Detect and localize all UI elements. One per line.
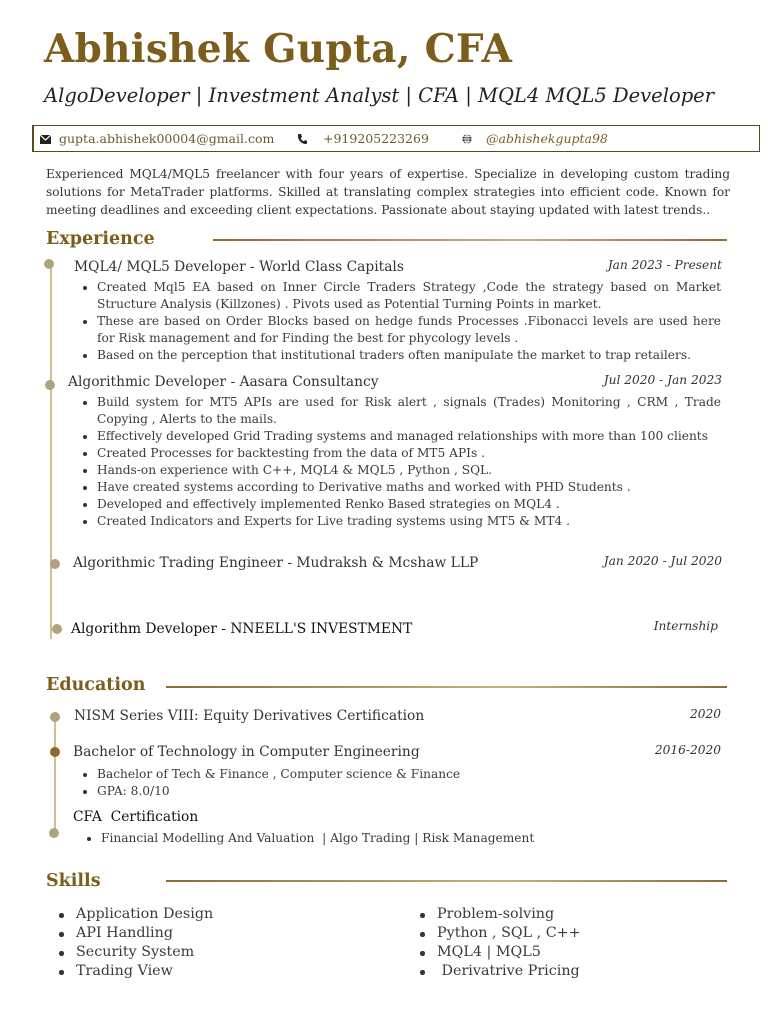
list-item: Build system for MT5 APIs are used for Risk alert , signals (Trades) Monitoring , CRM , Trade Copying , Alerts to the mails. <box>75 394 721 428</box>
list-item: Developed and effectively implemented Renko Based strategies on MQL4 . <box>75 496 721 513</box>
resume-subtitle: AlgoDeveloper | Investment Analyst | CFA | MQL4 MQL5 Developer <box>44 84 715 107</box>
education-title: Bachelor of Technology in Computer Engineering <box>73 744 420 760</box>
job-date: Jan 2020 - Jul 2020 <box>603 554 722 568</box>
education-date: 2020 <box>689 707 721 721</box>
education-divider <box>166 686 727 688</box>
skill-item: Derivatrive Pricing <box>407 962 581 981</box>
list-item: Effectively developed Grid Trading systems and managed relationships with more than 100 clients <box>75 428 721 445</box>
list-item: Bachelor of Tech & Finance , Computer science & Finance <box>75 766 675 783</box>
job-date: Jul 2020 - Jan 2023 <box>603 373 722 387</box>
education-bullets <box>75 766 675 800</box>
education-timeline <box>54 716 56 834</box>
skills-list-right <box>407 905 581 981</box>
job-title: Algorithmic Trading Engineer - Mudraksh & Mcshaw LLP <box>73 555 479 571</box>
list-item: Created Processes for backtesting from the data of MT5 APIs . <box>75 445 721 462</box>
skill-item: Python , SQL , C++ <box>407 924 581 943</box>
list-item: Hands-on experience with C++, MQL4 & MQL5 , Python , SQL. <box>75 462 721 479</box>
phone-text[interactable]: +919205223269 <box>323 131 429 146</box>
contact-bar <box>32 125 760 152</box>
timeline-dot <box>50 712 60 722</box>
list-item: These are based on Order Blocks based on hedge funds Processes .Fibonacci levels are used here for Risk management and for Finding the best for phycology levels . <box>75 313 721 347</box>
job-title: MQL4/ MQL5 Developer - World Class Capitals <box>74 259 404 275</box>
skill-item: Problem-solving <box>407 905 581 924</box>
job-bullets <box>75 394 721 530</box>
contact-handle[interactable] <box>462 131 608 147</box>
profile-summary: Experienced MQL4/MQL5 freelancer with four years of expertise. Specialize in developing custom trading solutions for MetaTrader platforms. Skilled at translating complex strategies into efficient code. Known for meeting deadlines and exceeding client expectations. Passionate about staying updated with latest trends.. <box>46 167 730 217</box>
list-item: Created Indicators and Experts for Live trading systems using MT5 & MT4 . <box>75 513 721 530</box>
list-item: Have created systems according to Derivative maths and worked with PHD Students . <box>75 479 721 496</box>
timeline-dot <box>49 828 59 838</box>
experience-divider <box>213 239 727 241</box>
list-item: Financial Modelling And Valuation | Algo Trading | Risk Management <box>79 830 679 847</box>
skill-item: API Handling <box>46 924 213 943</box>
experience-heading: Experience <box>46 229 155 249</box>
skill-item: Security System <box>46 943 213 962</box>
skills-divider <box>166 880 727 882</box>
resume-name: Abhishek Gupta, CFA <box>44 26 513 72</box>
globe-icon <box>462 132 472 147</box>
skills-list-left <box>46 905 213 981</box>
job-bullets <box>75 279 721 364</box>
phone-icon <box>298 132 307 147</box>
education-bullets <box>79 830 679 847</box>
job-title: Algorithmic Developer - Aasara Consultancy <box>68 374 379 390</box>
skills-heading: Skills <box>46 871 101 891</box>
timeline-dot <box>52 624 62 634</box>
timeline-dot <box>50 559 60 569</box>
list-item: Created Mql5 EA based on Inner Circle Traders Strategy ,Code the strategy based on Market Structure Analysis (Killzones) . Pivots used as Potential Turning Points in market. <box>75 279 721 313</box>
list-item: Based on the perception that institutional traders often manipulate the market to trap retailers. <box>75 347 721 364</box>
contact-phone[interactable] <box>298 131 429 147</box>
job-date: Jan 2023 - Present <box>607 258 722 272</box>
experience-timeline <box>50 265 52 639</box>
list-item: GPA: 8.0/10 <box>75 783 675 800</box>
education-date: 2016-2020 <box>654 743 721 757</box>
envelope-icon <box>40 132 51 147</box>
timeline-dot <box>50 747 60 757</box>
email-text[interactable]: gupta.abhishek00004@gmail.com <box>59 131 275 146</box>
skill-item: Trading View <box>46 962 213 981</box>
education-title: NISM Series VIII: Equity Derivatives Certification <box>74 708 425 724</box>
timeline-dot <box>44 259 54 269</box>
handle-text[interactable]: @abhishekgupta98 <box>486 131 608 146</box>
education-heading: Education <box>46 675 146 695</box>
timeline-dot <box>45 380 55 390</box>
contact-email[interactable] <box>40 131 274 147</box>
job-title: Algorithm Developer - NNEELL'S INVESTMENT <box>71 621 413 637</box>
education-title: CFA Certification <box>73 809 199 825</box>
skill-item: Application Design <box>46 905 213 924</box>
job-date: Internship <box>653 619 718 633</box>
skill-item: MQL4 | MQL5 <box>407 943 581 962</box>
